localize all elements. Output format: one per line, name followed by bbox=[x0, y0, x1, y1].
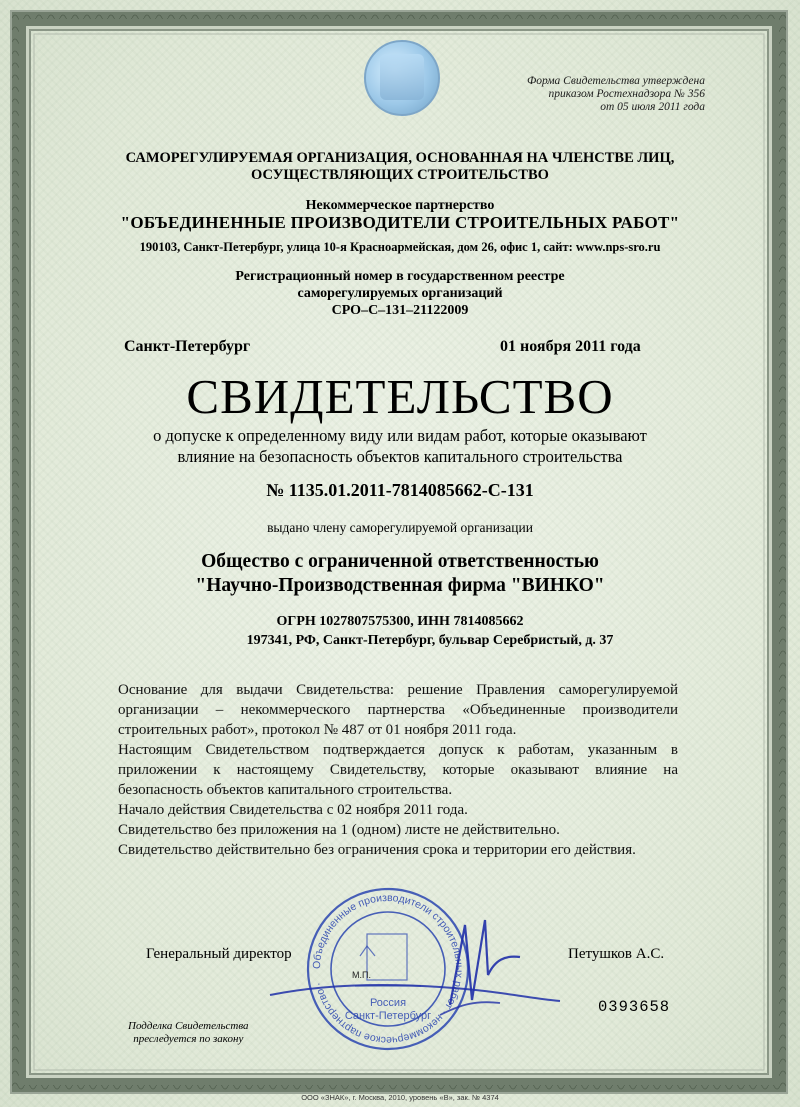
hologram-building-icon bbox=[380, 54, 424, 100]
certificate-body bbox=[118, 680, 678, 860]
director-signature bbox=[260, 905, 580, 1045]
serial-number: 0393658 bbox=[598, 998, 671, 1016]
issued-to-label: выдано члену саморегулируемой организации bbox=[267, 520, 533, 535]
form-approval-note: Форма Свидетельства утверждена приказом Ростехнадзора № 356 от 05 июля 2011 года bbox=[527, 75, 705, 113]
forgery-warning: Подделка Свидетельства преследуется по закону bbox=[128, 1020, 249, 1045]
organization-address: 197341, РФ, Санкт-Петербург, бульвар Серебристый, д. 37 bbox=[246, 633, 614, 648]
signatory-name: Петушков А.С. bbox=[568, 946, 665, 962]
seal-outer-text: Объединенные производители строительных работ · некоммерческое партнерство · bbox=[310, 891, 466, 1047]
partnership-label: Некоммерческое партнерство bbox=[305, 198, 495, 213]
issue-date: 01 ноября 2011 года bbox=[500, 338, 641, 355]
appendix-note: Свидетельство без приложения на 1 (одном) листе не действительно. bbox=[118, 822, 560, 838]
organization-details bbox=[0, 612, 800, 650]
registry-number: СРО–С–131–21122009 bbox=[331, 303, 469, 318]
basis-paragraph: Основание для выдачи Свидетельства: решение Правления саморегулируемой организации – некоммерческого партнерства «Объединенные производители строительных работ», протокол № 487 от 01 ноября 2011 года. bbox=[118, 682, 678, 738]
validity-start: Начало действия Свидетельства с 02 ноября 2011 года. bbox=[118, 802, 468, 818]
certificate-number: № 1135.01.2011-7814085662-С-131 bbox=[266, 480, 534, 500]
registry-info: Регистрационный номер в государственном реестре саморегулируемых организаций СРО–С–131–21122009 bbox=[0, 268, 800, 319]
document-subtitle: о допуске к определенному виду или видам работ, которые оказывают влияние на безопасность объектов капитального строительства bbox=[153, 426, 647, 466]
seal-city: Санкт-Петербург bbox=[344, 1010, 432, 1022]
partnership-address: 190103, Санкт-Петербург, улица 10-я Красноармейская, дом 26, офис 1, сайт: www.nps-sro.ru bbox=[139, 240, 661, 254]
confirmation-paragraph: Настоящим Свидетельством подтверждается допуск к работам, указанным в приложении к настоящему Свидетельству, которые оказывают влияние на безопасность объектов капитального строительства. bbox=[118, 742, 678, 798]
printer-imprint: ООО «ЗНАК», г. Москва, 2010, уровень «В», зак. № 4374 bbox=[301, 1093, 499, 1102]
document-title: СВИДЕТЕЛЬСТВО bbox=[186, 369, 614, 424]
sro-header: САМОРЕГУЛИРУЕМАЯ ОРГАНИЗАЦИЯ, ОСНОВАННАЯ НА ЧЛЕНСТВЕ ЛИЦ, ОСУЩЕСТВЛЯЮЩИХ СТРОИТЕЛЬСТВО bbox=[125, 150, 675, 183]
hologram-emblem bbox=[364, 40, 440, 116]
organization-name: Общество с ограниченной ответственностью "Научно-Производственная фирма "ВИНКО" bbox=[195, 551, 605, 596]
validity-terms: Свидетельство действительно без ограничения срока и территории его действия. bbox=[118, 842, 636, 858]
issue-place: Санкт-Петербург bbox=[124, 338, 251, 355]
ogrn-inn: ОГРН 1027807575300, ИНН 7814085662 bbox=[276, 614, 524, 629]
partnership-name: "ОБЪЕДИНЕННЫЕ ПРОИЗВОДИТЕЛИ СТРОИТЕЛЬНЫХ РАБОТ" bbox=[120, 213, 680, 232]
signatory-position: Генеральный директор bbox=[146, 946, 292, 962]
seal-mp-label: М.П. bbox=[352, 970, 371, 980]
seal-country: Россия bbox=[369, 997, 407, 1009]
